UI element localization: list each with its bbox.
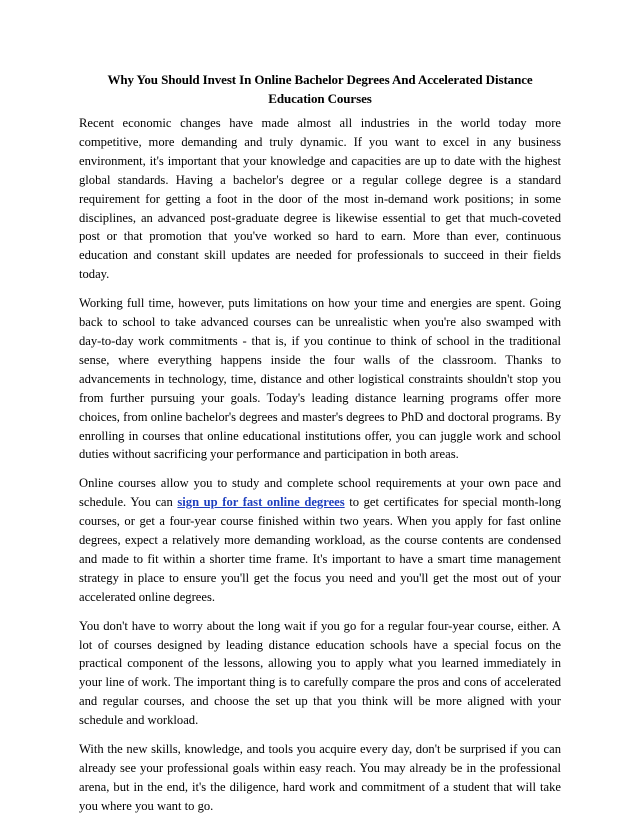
paragraph-1: Recent economic changes have made almost all industries in the world today more competitive, more demanding and truly dynamic. If you want to excel in any business environment, it's important that your knowledge and capacities are up to date with the highest global standards. Having a bachelor's degree or a regular college degree is a standard requirement for getting a foot in the door of the most in-demand work positions; in some disciplines, an advanced post-graduate degree is likewise essential to get that much-coveted post or that promotion that you've worked so hard to earn. More than ever, continuous education and constant skill updates are needed for professionals to succeed in their fields today. (79, 116, 561, 282)
paragraph-3 (79, 474, 561, 606)
document-body (79, 70, 561, 826)
paragraph-3-text-before-link: Online courses allow you to study and complete school requirements at your own pace and schedule. You can (79, 476, 561, 510)
fast-online-degrees-link[interactable]: sign up for fast online degrees (177, 495, 345, 510)
paragraph-4: You don't have to worry about the long wait if you go for a regular four-year course, either. A lot of courses designed by leading distance education schools have a special focus on the practical component of the lessons, allowing you to apply what you learned immediately in your line of work. The important thing is to carefully compare the pros and cons of accelerated and regular courses, and choose the set up that you think will be more aligned with your schedule and workload. (79, 618, 561, 728)
paragraph-2: Working full time, however, puts limitations on how your time and energies are spent. Going back to school to take advanced courses can be unrealistic when you're also swamped with day-to-day work commitments - that is, if you continue to think of school in the traditional sense, where everything happens inside the four walls of the classroom. Thanks to advancements in technology, time, distance and other logistical constraints shouldn't stop you from further pursuing your goals. Today's leading distance learning programs offer more choices, from online bachelor's degrees and master's degrees to PhD and doctoral programs. By enrolling in courses that online educational institutions offer, you can juggle work and school duties without sacrificing your performance and participation in both areas. (79, 296, 561, 462)
document-title: Why You Should Invest In Online Bachelor Degrees And Accelerated Distance Education Courses (107, 72, 533, 106)
paragraph-3-text-after-link: to get certificates for special month-long courses, or get a four-year course finished within two years. When you apply for fast online degrees, expect a relatively more demanding workload, as the course contents are condensed and made to fit within a shorter time frame. It's important to have a smart time management strategy in place to ensure you'll get the focus you need and you'll get the most out of your accelerated online degrees. (79, 495, 561, 604)
paragraph-5: With the new skills, knowledge, and tools you acquire every day, don't be surprised if you can already see your professional goals within easy reach. You may already be in the professional arena, but in the end, it's the diligence, hard work and commitment of a student that will take you where you want to go. (79, 742, 561, 813)
